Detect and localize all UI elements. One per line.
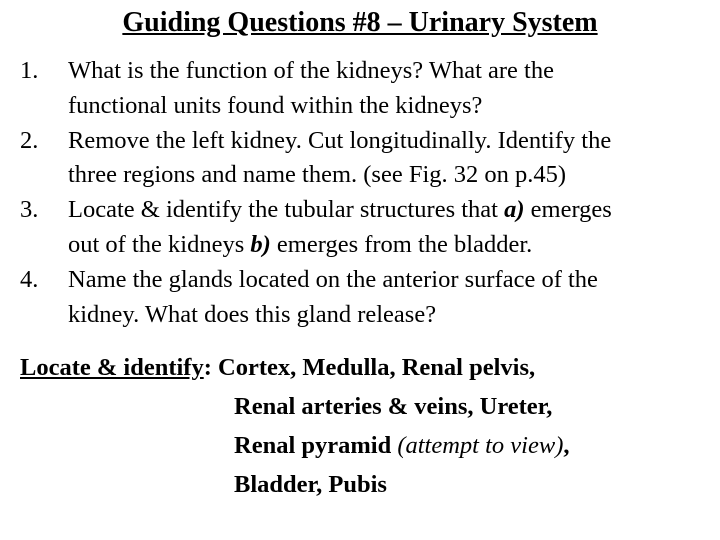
locate-item-line: Cortex, Medulla, Renal pelvis,	[211, 354, 536, 381]
question-text-line: functional units found within the kidneys?	[68, 91, 483, 119]
locate-heading-line	[20, 348, 710, 387]
question-text-line: Remove the left kidney. Cut longitudinally. Identify the	[68, 126, 612, 154]
locate-item-note: (attempt to view)	[397, 432, 564, 459]
sub-label-a: a)	[504, 196, 525, 224]
locate-item-line: Bladder, Pubis	[234, 471, 387, 498]
question-text: out of the kidneys	[68, 230, 251, 258]
sub-label-b: b)	[250, 230, 271, 258]
question-3	[20, 193, 710, 263]
question-text-line	[68, 228, 710, 263]
question-text-line: Name the glands located on the anterior surface of the	[68, 265, 598, 293]
question-number: 3.	[20, 196, 39, 224]
question-text: Locate & identify the tubular structures that	[68, 196, 505, 224]
locate-item-text: Renal pyramid	[234, 432, 398, 459]
question-number: 1.	[20, 57, 39, 84]
question-2	[20, 124, 710, 194]
question-4	[20, 263, 710, 333]
question-text: emerges from the bladder.	[270, 230, 533, 258]
question-list	[20, 54, 710, 332]
question-number: 2.	[20, 126, 39, 154]
locate-item-line: Renal arteries & veins, Ureter,	[234, 393, 553, 420]
question-text-line: kidney. What does this gland release?	[68, 300, 437, 328]
locate-heading-label: Locate & identify	[20, 354, 204, 381]
question-1	[20, 54, 710, 124]
locate-item-text: ,	[563, 432, 570, 459]
locate-item-line	[20, 426, 710, 465]
question-text-line	[68, 193, 710, 228]
question-text-line: What is the function of the kidneys? What are the	[68, 57, 554, 84]
question-text-line: three regions and name them. (see Fig. 32 on p.45)	[68, 161, 567, 189]
question-number: 4.	[20, 265, 39, 293]
locate-heading-colon: :	[203, 354, 212, 381]
page-title: Guiding Questions #8 – Urinary System	[122, 7, 598, 38]
locate-identify-section	[20, 348, 710, 504]
question-text: emerges	[524, 196, 612, 224]
